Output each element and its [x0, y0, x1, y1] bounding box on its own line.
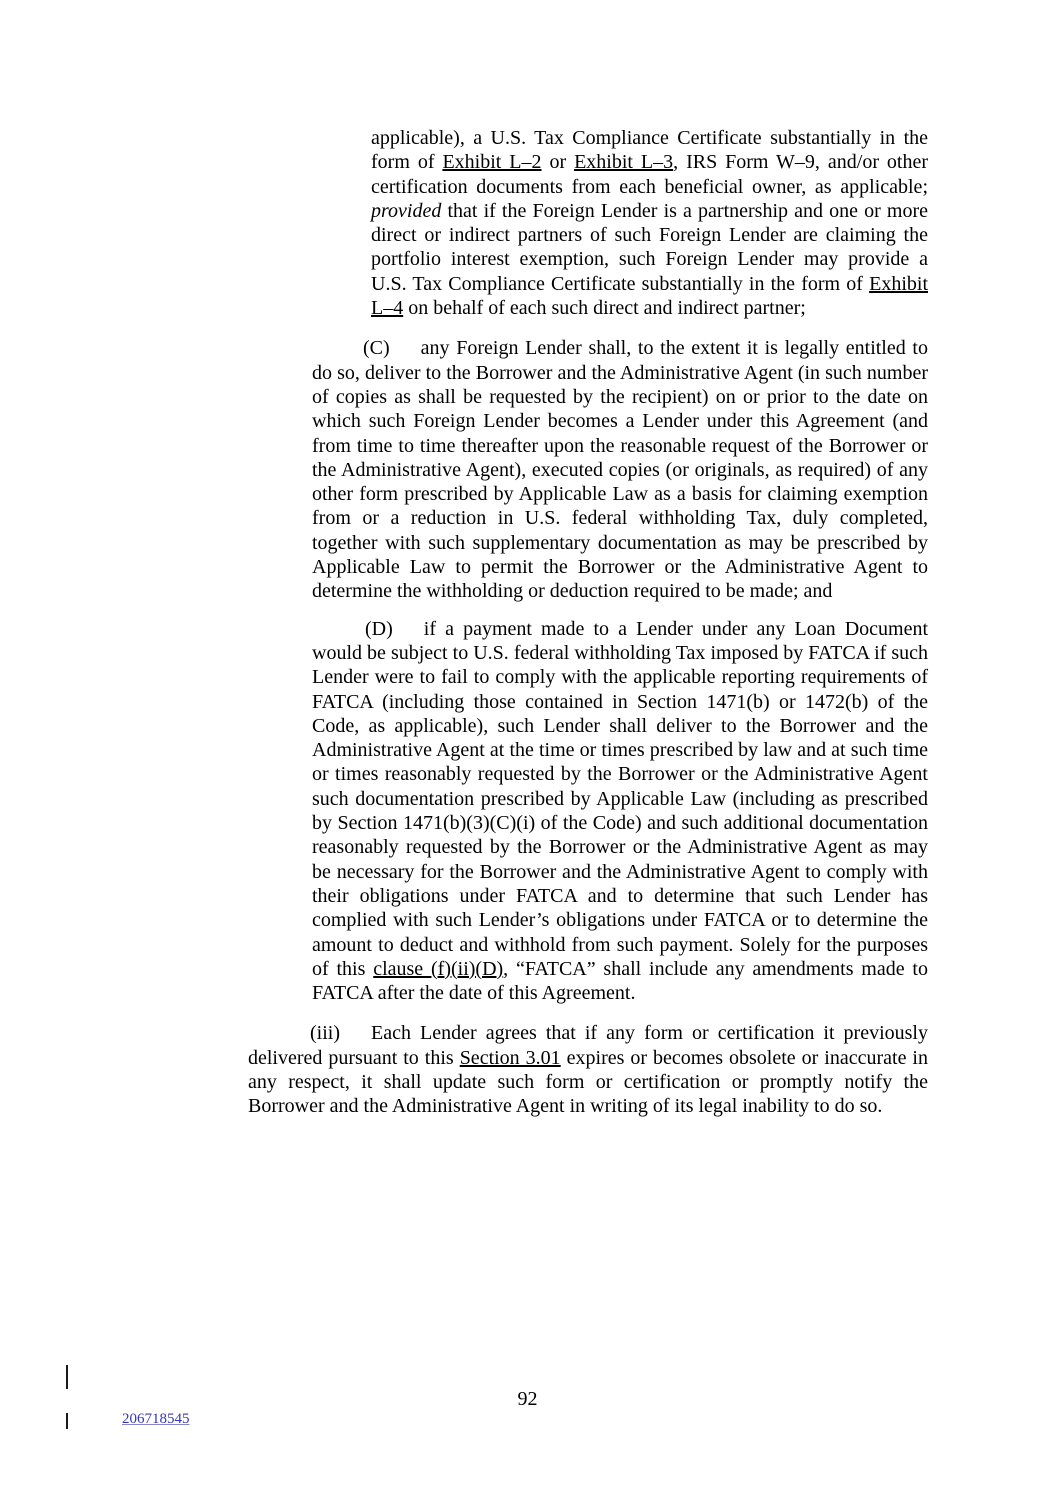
text-run: or — [541, 151, 575, 174]
text-run: any Foreign Lender shall, to the extent it is legally entitled to do so, deliver to the Borrower and the Administrative Agent (in such number of copies as shall be requested by the recipient) on or prior to the date on which such Foreign Lender becomes a Lender under this Agreement (and from time to time thereafter upon the reasonable request of the Borrower or the Administrative Agent), executed copies (or originals, as required) of any other form prescribed by Applicable Law as a basis for claiming exemption from or a reduction in U.S. federal withholding Tax, duly completed, together with such supplementary documentation as may be prescribed by Applicable Law to permit the Borrower or the Administrative Agent to determine the withholding or deduction required to be made; and — [312, 337, 928, 603]
document-number-link[interactable]: 206718545 — [122, 1411, 190, 1427]
text-run: (C) — [363, 337, 390, 360]
text-run: Exhibit L–2 — [442, 151, 542, 174]
text-run: that if the Foreign Lender is a partnership and one or more direct or indirect partners of such Foreign Lender are claiming the portfolio interest exemption, such Foreign Lender may provide a U.S. Tax Compliance Certificate substantially in the form of — [371, 199, 928, 295]
text-run: applicable), a U.S. Tax Compliance Certificate substantially in the form of — [371, 127, 928, 174]
text-run: (iii) — [310, 1022, 340, 1045]
paragraph-clause-d — [312, 617, 928, 1006]
text-run: Section 3.01 — [459, 1046, 561, 1069]
text-run: if a payment made to a Lender under any Loan Document would be subject to U.S. federal withholding Tax imposed by FATCA if such Lender were to fail to comply with the applicable reporting requirements of FATCA (including those contained in Section 1471(b) or 1472(b) of the Code, as applicable), such Lender shall deliver to the Borrower and the Administrative Agent at the time or times prescribed by law and at such time or times reasonably requested by the Borrower or the Administrative Agent such documentation prescribed by Applicable Law (including as prescribed by Section 1471(b)(3)(C)(i) of the Code) and such additional documentation reasonably requested by the Borrower or the Administrative Agent as may be necessary for the Borrower and the Administrative Agent to comply with their obligations under FATCA and to determine that such Lender has complied with such Lender’s obligations under FATCA or to determine the amount to deduct and withhold from such payment. Solely for the purposes of this — [312, 617, 928, 980]
paragraph-clause-b-continuation — [371, 126, 928, 320]
text-run: Each Lender agrees that if any form or certification it previously delivered pursuant to this — [248, 1022, 928, 1069]
text-run: , “FATCA” shall include any amendments made to FATCA after the date of this Agreement. — [312, 957, 928, 1005]
text-run: Exhibit L–3 — [574, 151, 674, 174]
text-run: , IRS Form W–9, and/or other certification documents from each beneficial owner, as applicable; — [371, 151, 929, 198]
text-run: clause (f)(ii)(D) — [373, 957, 504, 980]
text-run: Exhibit L–4 — [371, 272, 928, 320]
text-run: provided — [371, 199, 442, 222]
text-run: on behalf of each such direct and indirect partner; — [403, 297, 806, 320]
revision-change-bar — [66, 1413, 68, 1429]
text-run: expires or becomes obsolete or inaccurate in any respect, it shall update such form or certification or promptly notify the Borrower and the Administrative Agent in writing of its legal inability to do so. — [248, 1046, 928, 1118]
paragraph-clause-c — [312, 336, 928, 603]
text-run: (D) — [365, 617, 393, 640]
page-number: 92 — [517, 1388, 538, 1410]
revision-change-bar — [66, 1365, 68, 1389]
paragraph-clause-iii — [248, 1021, 928, 1118]
